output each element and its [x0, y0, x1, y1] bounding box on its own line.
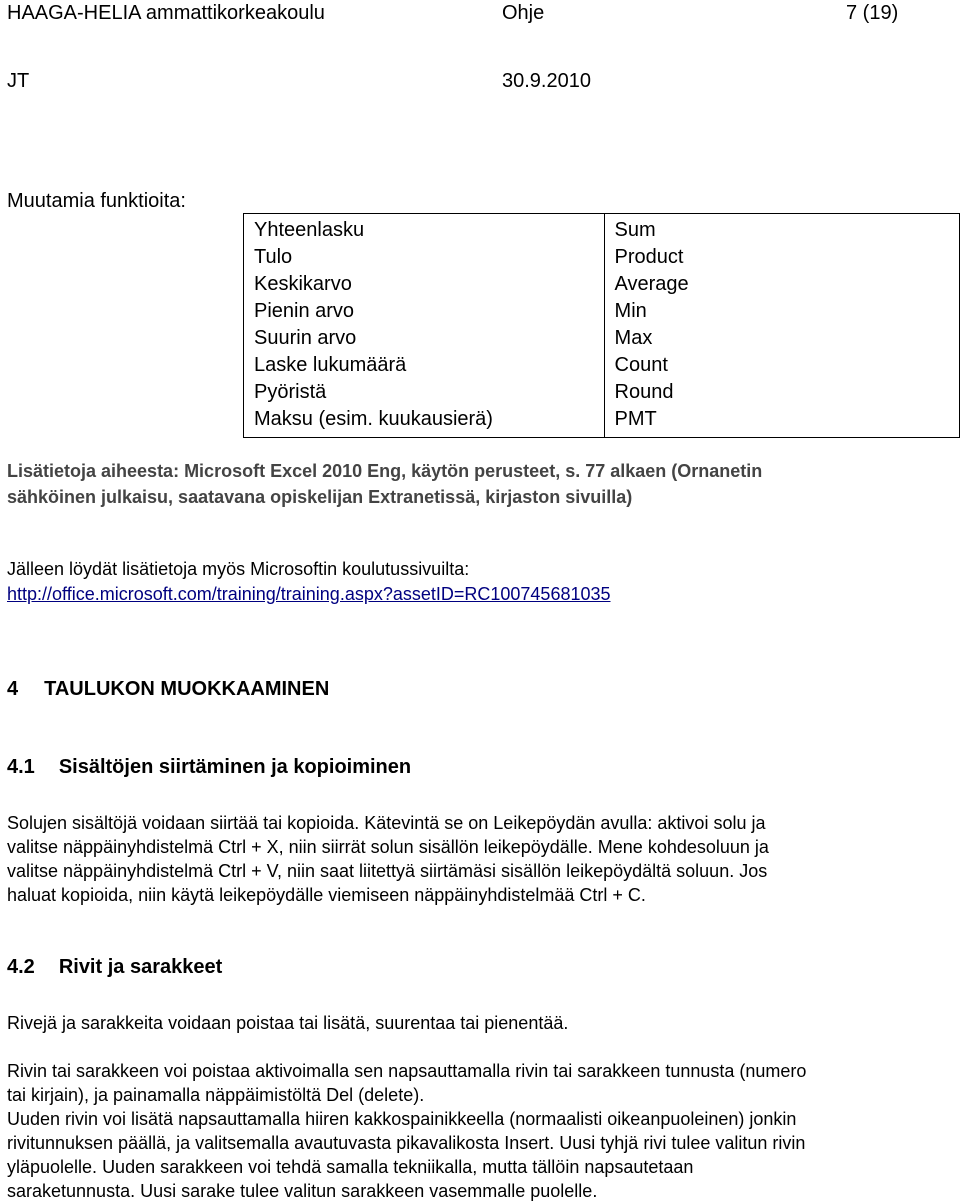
- section-number: 4: [7, 678, 19, 700]
- function-name-en: PMT: [604, 406, 959, 438]
- function-name-fi: Tulo: [244, 244, 605, 271]
- function-name-en: Min: [604, 298, 959, 325]
- section-number: 4.1: [7, 756, 35, 778]
- section-title: Rivit ja sarakkeet: [58, 956, 223, 978]
- ms-training-text: Jälleen löydät lisätietoja myös Microsoftin koulutussivuilta:: [7, 559, 470, 579]
- function-name-fi: Pienin arvo: [244, 298, 605, 325]
- table-row: [244, 352, 960, 379]
- function-name-en: Max: [604, 325, 959, 352]
- ms-training-link[interactable]: http://office.microsoft.com/training/training.aspx?assetID=RC100745681035: [7, 584, 611, 604]
- header-organization: HAAGA-HELIA ammattikorkeakoulu: [7, 2, 325, 24]
- header-date: 30.9.2010: [502, 70, 591, 92]
- section-title: TAULUKON MUOKKAAMINEN: [44, 678, 330, 700]
- function-name-fi: Suurin arvo: [244, 325, 605, 352]
- header-page-number: 7 (19): [846, 2, 899, 24]
- section-4-1-heading: [7, 756, 411, 779]
- paragraph-line: yläpuolelle. Uuden sarakkeen voi tehdä samalla tekniikalla, mutta tällöin napsautetaan: [7, 1157, 694, 1177]
- paragraph-line: valitse näppäinyhdistelmä Ctrl + X, niin siirrät solun sisällön leikepöydälle. Mene kohdesoluun ja: [7, 837, 769, 857]
- functions-intro: Muutamia funktioita:: [7, 190, 186, 212]
- paragraph-line: haluat kopioida, niin käytä leikepöydälle viemiseen näppäinyhdistelmää Ctrl + C.: [7, 885, 646, 905]
- table-row: [244, 244, 960, 271]
- function-name-en: Sum: [604, 214, 959, 245]
- info-line-1: Lisätietoja aiheesta: Microsoft Excel 2010 Eng, käytön perusteet, s. 77 alkaen (Ornanetin: [7, 461, 763, 481]
- paragraph-line: tai kirjain), ja painamalla näppäimistöltä Del (delete).: [7, 1085, 425, 1105]
- function-name-fi: Keskikarvo: [244, 271, 605, 298]
- table-row: [244, 406, 960, 438]
- table-row: [244, 214, 960, 245]
- info-line-2: sähköinen julkaisu, saatavana opiskelijan Extranetissä, kirjaston sivuilla): [7, 487, 633, 507]
- paragraph-line: valitse näppäinyhdistelmä Ctrl + V, niin saat liitettyä siirtämäsi sisällön leikepöydältä soluun. Jos: [7, 861, 768, 881]
- function-name-en: Round: [604, 379, 959, 406]
- section-4-2-heading: [7, 956, 222, 979]
- section-number: 4.2: [7, 956, 35, 978]
- table-row: [244, 298, 960, 325]
- header-doc-type: Ohje: [502, 2, 545, 24]
- function-name-fi: Laske lukumäärä: [244, 352, 605, 379]
- function-name-fi: Yhteenlasku: [244, 214, 605, 245]
- function-name-en: Count: [604, 352, 959, 379]
- table-row: [244, 325, 960, 352]
- section-title: Sisältöjen siirtäminen ja kopioiminen: [58, 756, 412, 778]
- function-name-fi: Maksu (esim. kuukausierä): [244, 406, 605, 438]
- table-row: [244, 271, 960, 298]
- function-name-en: Average: [604, 271, 959, 298]
- table-row: [244, 379, 960, 406]
- function-name-en: Product: [604, 244, 959, 271]
- functions-table: [243, 213, 960, 438]
- function-name-fi: Pyöristä: [244, 379, 605, 406]
- section-4-heading: [7, 678, 329, 701]
- paragraph-line: rivitunnuksen päällä, ja valitsemalla avautuvasta pikavalikosta Insert. Uusi tyhjä rivi tulee valitun rivin: [7, 1133, 806, 1153]
- section-intro: Rivejä ja sarakkeita voidaan poistaa tai lisätä, suurentaa tai pienentää.: [7, 1013, 569, 1033]
- paragraph-line: Uuden rivin voi lisätä napsauttamalla hiiren kakkospainikkeella (normaalisti oikeanpuoleinen) jonkin: [7, 1109, 797, 1129]
- paragraph-line: Rivin tai sarakkeen voi poistaa aktivoimalla sen napsauttamalla rivin tai sarakkeen tunnusta (numero: [7, 1061, 807, 1081]
- paragraph-line: saraketunnusta. Uusi sarake tulee valitun sarakkeen vasemmalle puolelle.: [7, 1181, 598, 1201]
- paragraph-line: Solujen sisältöjä voidaan siirtää tai kopioida. Kätevintä se on Leikepöydän avulla: aktivoi solu ja: [7, 813, 766, 833]
- header-author: JT: [7, 70, 30, 92]
